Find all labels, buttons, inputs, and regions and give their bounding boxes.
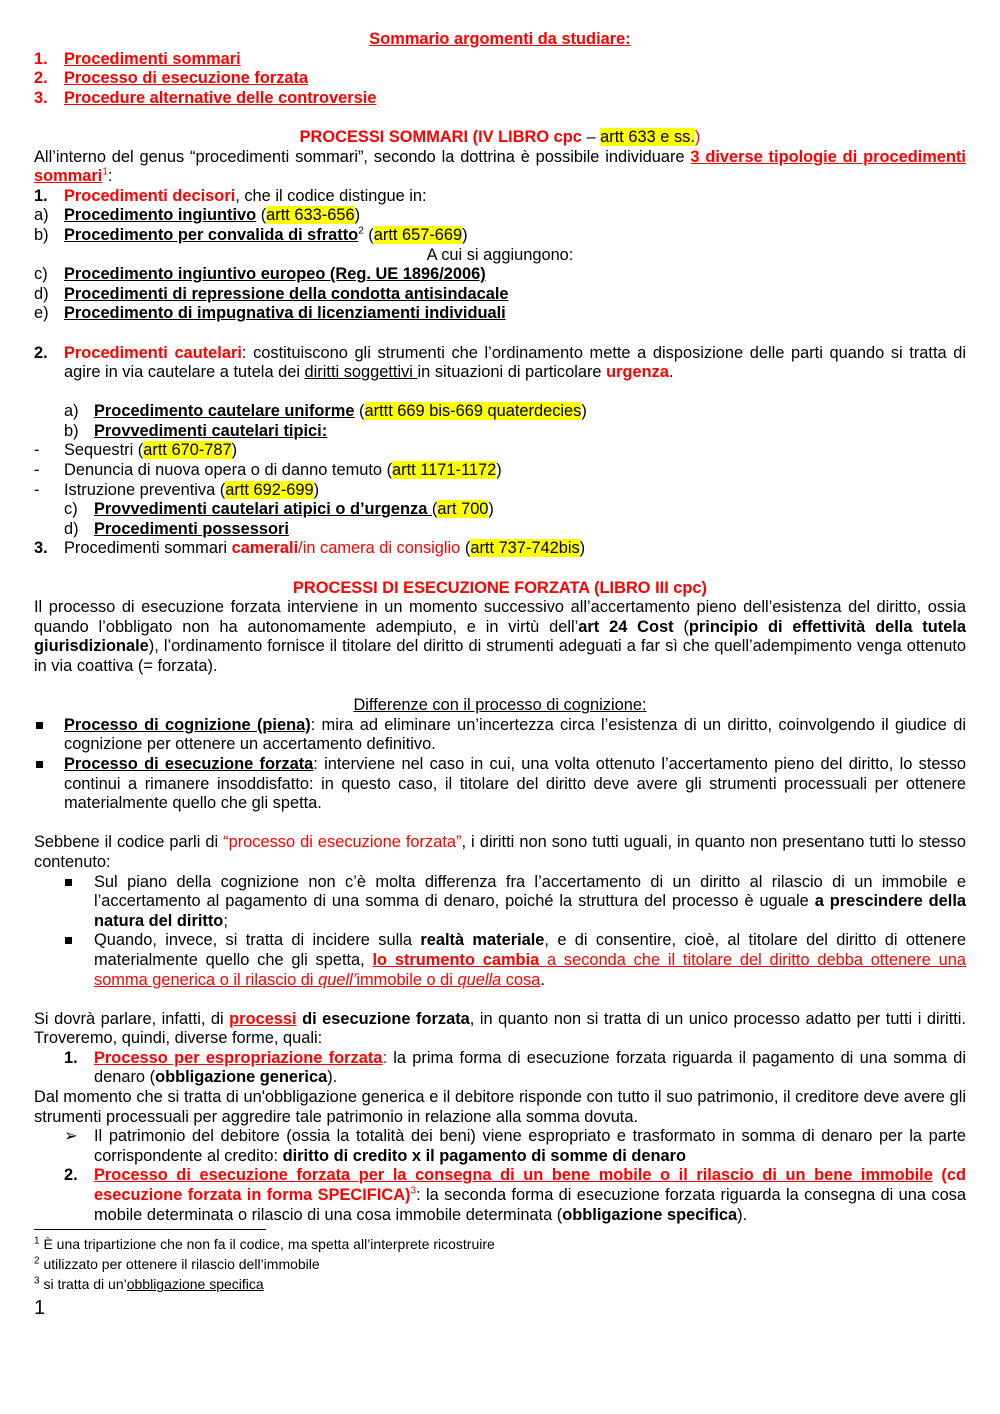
list-item: - Istruzione preventiva (artt 692-699) — [34, 480, 320, 499]
arrow-item: ➢ Il patrimonio del debitore (ossia la totalità dei beni) viene espropriato e trasformato in somma di denaro per la parte corrispondente al credito: diritto di credito x il pagamento di somme di denaro — [64, 1127, 966, 1165]
footnote-separator — [34, 1229, 266, 1230]
paragraph: Il processo di esecuzione forzata interviene in un momento successivo all’accertamento pieno dell’esistenza del diritto, ossia quando l’obbligato non ha autonomamente adempiuto, e in virtù dell’art 24 Cost (principio di effettività della tutela giurisdizionale), l’ordinamento fornisce il titolare del diritto di strumenti adeguati a far sì che quell’adempimento venga ottenuto in via coattiva (= forzata). — [34, 598, 966, 675]
list-item: a) Procedimento cautelare uniforme (arttt 669 bis-669 quaterdecies) — [64, 402, 587, 421]
paragraph: Si dovrà parlare, infatti, di processi di esecuzione forzata, in quanto non si tratta di un unico processo adatto per tutti i diritti. Troveremo, quindi, diverse forme, quali: — [34, 1009, 966, 1048]
summary-item: 2. Processo di esecuzione forzata — [34, 69, 309, 88]
list-item: 2. Procedimenti cautelari: costituiscono gli strumenti che l’ordinamento mette a disposizione delle parti quando si tratta di agire in via cautelare a tutela dei diritti soggettivi in situazioni di particolare urgenza. — [34, 343, 967, 382]
bullet-item: Processo di esecuzione forzata: interviene nel caso in cui, una volta ottenuto l’accertamento pieno del diritto, lo stesso continui a rimanere insoddisfatto: in questo caso, il titolare del diritto deve avere gli strumenti processuali per ottenere materialmente quello che gli spetta. — [34, 755, 966, 814]
square-bullet-icon — [36, 722, 43, 729]
bullet-item: Sul piano della cognizione non c’è molta differenza fra l’accertamento di un diritto al rilascio di un immobile e l’accertamento al pagamento di una somma di denaro, poiché la struttura del processo è uguale a prescindere della natura del diritto; — [34, 873, 966, 932]
square-bullet-icon — [65, 937, 72, 944]
page-number: 1 — [34, 1297, 46, 1320]
footnote: $^1$ È una tripartizione che non fa il codice, ma spetta all’interprete ricostruire — [34, 1235, 495, 1253]
list-item: d) Procedimenti di repressione della condotta antisindacale — [34, 284, 509, 303]
list-item: c) Procedimento ingiuntivo europeo (Reg. UE 1896/2006) — [34, 265, 486, 284]
summary-item: 3. Procedure alternative delle controversie — [34, 88, 377, 107]
section-heading-sommari: PROCESSI SOMMARI (IV LIBRO cpc – artt 633 e ss.) — [299, 127, 701, 146]
list-item: - Sequestri (artt 670-787) — [34, 441, 238, 460]
paragraph: Dal momento che si tratta di un'obbligazione generica e il debitore risponde con tutto il suo patrimonio, il creditore deve avere gli strumenti processuali per aggredire tale patrimonio in relazione alla somma dovuta. — [34, 1088, 966, 1126]
list-item: c) Provvedimenti cautelari atipici o d’urgenza (art 700) — [64, 500, 494, 519]
square-bullet-icon — [65, 879, 72, 886]
list-item: b) Procedimento per convalida di sfratto$^2$ (artt 657-669) — [34, 225, 468, 244]
list-item: a) Procedimento ingiuntivo (artt 633-656) — [34, 206, 361, 225]
summary-title: Sommario argomenti da studiare: — [369, 30, 631, 48]
list-item: d) Procedimenti possessori — [64, 519, 289, 538]
bullet-item: Quando, invece, si tratta di incidere sulla realtà materiale, e di consentire, cioè, al titolare del diritto di ottenere materialmente quello che gli spetta, lo strumento cambia a seconda che il titolare del diritto debba ottenere una somma generica o il rilascio di quell’immobile o di quella cosa. — [34, 931, 966, 990]
paragraph: Sebbene il codice parli di “processo di esecuzione forzata”, i diritti non sono tutti uguali, in quanto non presentano tutti lo stesso contenuto: — [34, 833, 966, 871]
list-item: 1. Procedimenti decisori, che il codice distingue in: — [34, 186, 427, 205]
summary-item: 1. Procedimenti sommari — [34, 49, 241, 68]
list-note: A cui si aggiungono: — [426, 245, 574, 264]
list-item: b) Provvedimenti cautelari tipici: — [64, 421, 328, 440]
intro-paragraph: All’interno del genus “procedimenti sommari”, secondo la dottrina è possibile individuare 3 diverse tipologie di procedimenti sommari$^1$: — [34, 147, 966, 186]
document-page — [34, 30, 966, 1320]
bullet-item: Processo di cognizione (piena): mira ad eliminare un’incertezza circa l’esistenza di un diritto, coinvolgendo il giudice di cognizione per ottenere un accertamento definitivo. — [34, 716, 966, 755]
list-item: e) Procedimento di impugnativa di licenziamenti individuali — [34, 304, 506, 323]
square-bullet-icon — [36, 761, 43, 768]
section-heading-esecuzione: PROCESSI DI ESECUZIONE FORZATA (LIBRO III cpc) — [292, 578, 708, 597]
list-item: - Denuncia di nuova opera o di danno temuto (artt 1171-1172) — [34, 461, 502, 480]
footnote: $^3$ si tratta di un’obbligazione specifica — [34, 1275, 264, 1293]
footnote: $^2$ utilizzato per ottenere il rilascio dell’immobile — [34, 1255, 320, 1273]
arrow-bullet-icon: ➢ — [64, 1127, 78, 1146]
subheading: Differenze con il processo di cognizione: — [353, 696, 647, 715]
list-item: 1. Processo per espropriazione forzata: la prima forma di esecuzione forzata riguarda il pagamento di una somma di denaro (obbligazione generica). — [64, 1048, 966, 1087]
list-item: 2. Processo di esecuzione forzata per la consegna di un bene mobile o il rilascio di un bene immobile (cd esecuzione forzata in forma SPECIFICA)$^3$: la seconda forma di esecuzione forzata riguarda la consegna di una cosa mobile determinata o rilascio di una cosa immobile determinata (obbligazione specifica). — [64, 1166, 967, 1224]
list-item: 3. Procedimenti sommari camerali/in camera di consiglio (artt 737-742bis) — [34, 539, 586, 558]
